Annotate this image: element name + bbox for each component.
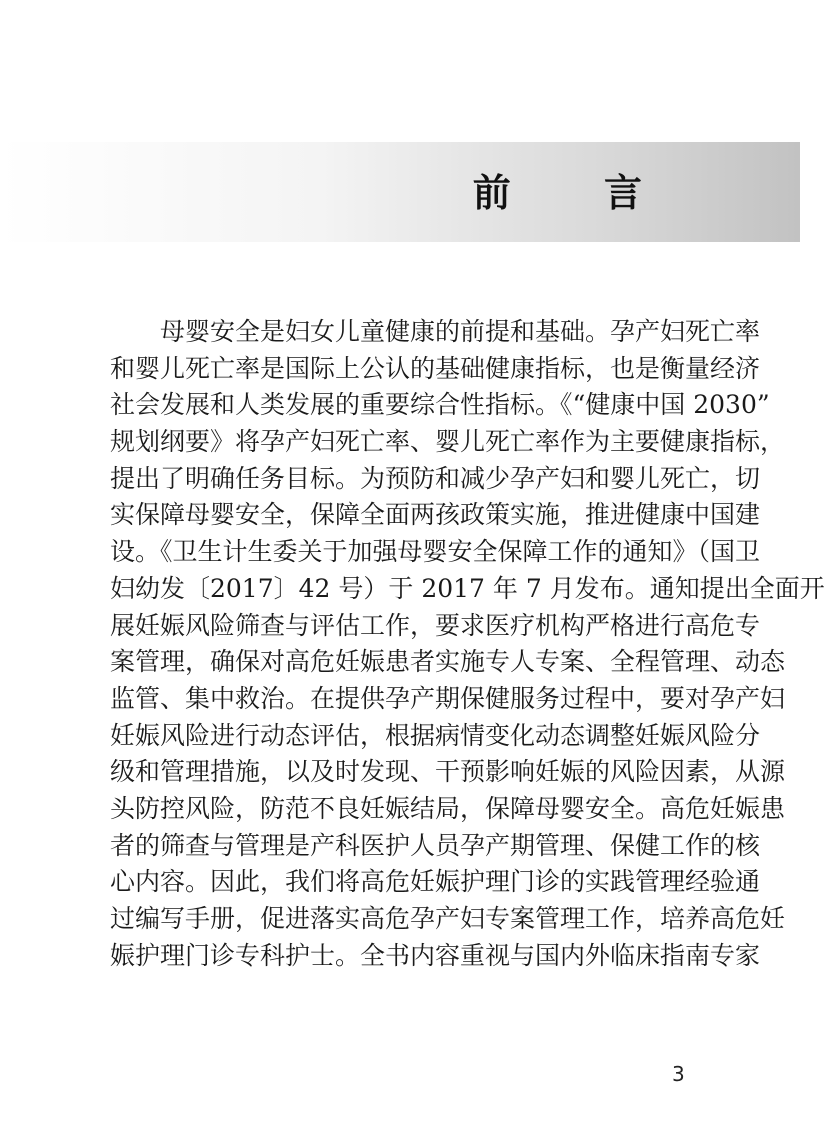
paragraph-line: 规划纲要》将孕产妇死亡率、婴儿死亡率作为主要健康指标， [110,427,786,457]
paragraph-line: 社会发展和人类发展的重要综合性指标。《“健康中国 2030” [110,390,770,420]
paragraph-line: 提出了明确任务目标。为预防和减少孕产妇和婴儿死亡，切 [110,463,761,493]
page-number: 3 [672,1062,685,1086]
preface-body [110,314,825,974]
paragraph-line: 级和管理措施，以及时发现、干预影响妊娠的风险因素，从源 [110,757,786,787]
paragraph-line: 母婴安全是妇女儿童健康的前提和基础。孕产妇死亡率 [160,317,761,346]
paragraph-line: 心内容。因此，我们将高危妊娠护理门诊的实践管理经验通 [110,867,761,897]
paragraph-line: 过编写手册，促进落实高危孕产妇专案管理工作，培养高危妊 [110,904,786,933]
paragraph-line: 展妊娠风险筛查与评估工作，要求医疗机构严格进行高危专 [110,610,761,640]
paragraph-line: 监管、集中救治。在提供孕产期保健服务过程中，要对孕产妇 [110,683,786,713]
paragraph-line: 者的筛查与管理是产科医护人员孕产期管理、保健工作的核 [110,830,761,860]
paragraph-line: 设。《卫生计生委关于加强母婴安全保障工作的通知》（国卫 [110,537,761,567]
page-title: 前 言 [472,171,682,215]
paragraph-line: 妇幼发〔2017〕42 号）于 2017 年 7 月发布。通知提出全面开 [110,573,825,603]
paragraph-line: 案管理，确保对高危妊娠患者实施专人专案、全程管理、动态 [110,647,786,677]
paragraph-line: 娠护理门诊专科护士。全书内容重视与国内外临床指南专家 [110,940,761,970]
paragraph-line: 实保障母婴安全，保障全面两孩政策实施，推进健康中国建 [110,500,761,530]
paragraph-line: 妊娠风险进行动态评估，根据病情变化动态调整妊娠风险分 [110,720,761,750]
paragraph-line: 头防控风险，防范不良妊娠结局，保障母婴安全。高危妊娠患 [110,793,786,823]
paragraph-line: 和婴儿死亡率是国际上公认的基础健康指标，也是衡量经济 [110,353,761,383]
